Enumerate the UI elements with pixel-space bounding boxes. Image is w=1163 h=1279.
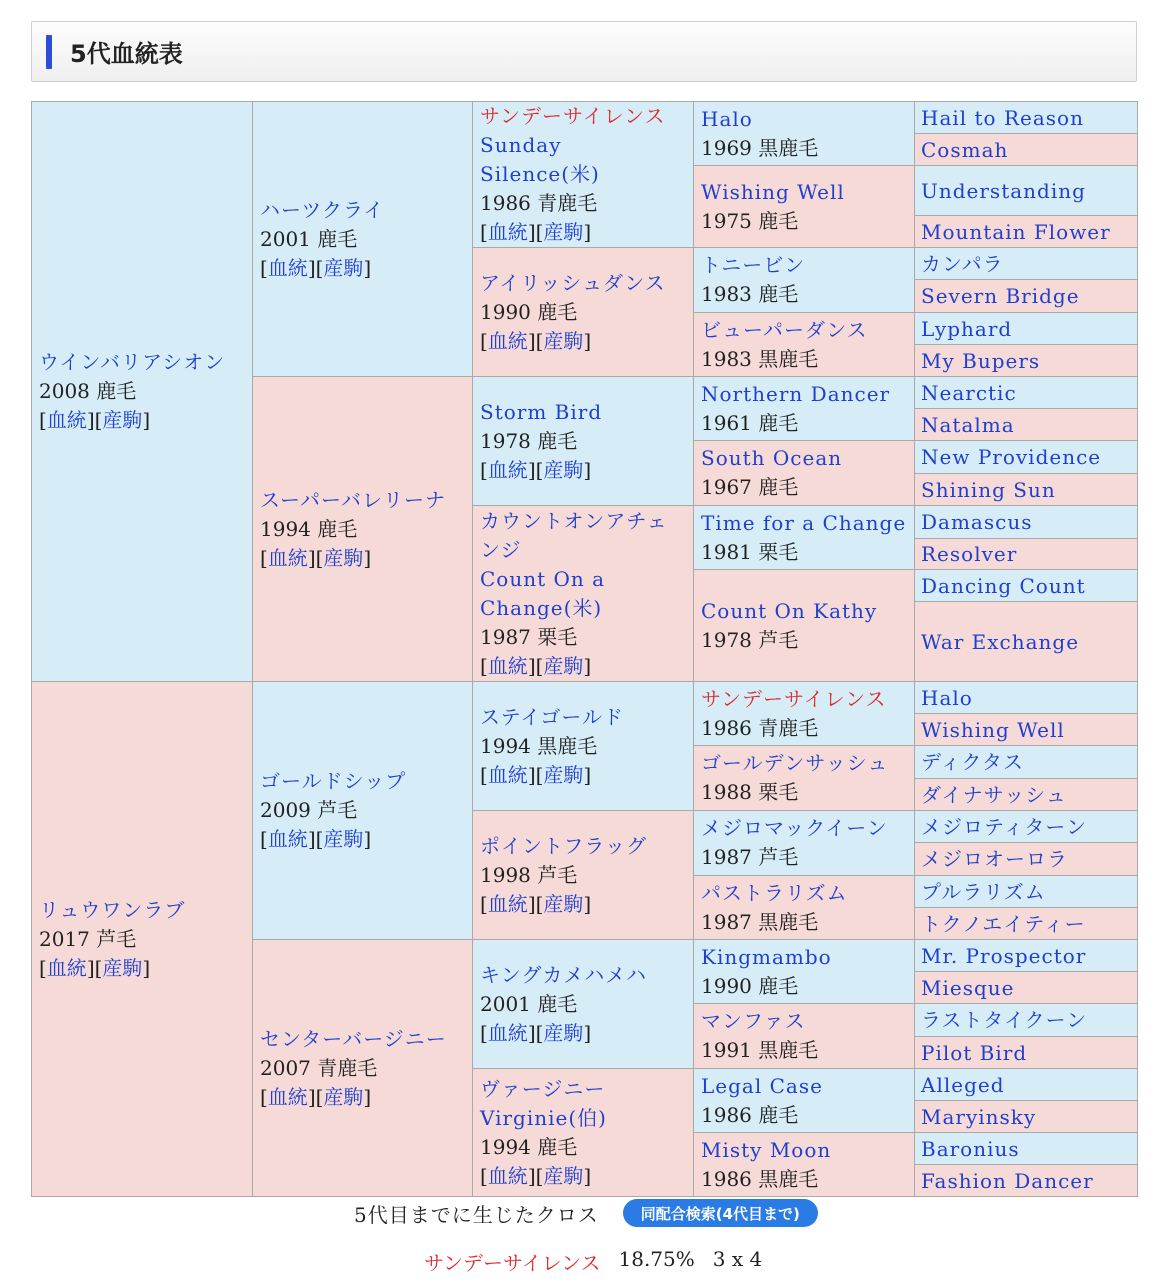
d-pedigree-link[interactable]: 血統 bbox=[46, 955, 87, 980]
sds-links: [血統][産駒] bbox=[480, 457, 592, 482]
horse-name-en-ddd[interactable]: Virginie(伯) bbox=[480, 1105, 607, 1130]
pedigree-cell-g5-4 bbox=[915, 248, 1138, 280]
horse-year-sd: 1994 鹿毛 bbox=[260, 516, 358, 541]
horse-name-g5-28[interactable]: Alleged bbox=[921, 1072, 1005, 1097]
ss-pedigree-link[interactable]: 血統 bbox=[267, 255, 308, 280]
horse-name-sds[interactable]: Storm Bird bbox=[480, 399, 603, 424]
horse-name-g5-16[interactable]: Halo bbox=[921, 685, 973, 710]
pedigree-cell-g5-13 bbox=[915, 539, 1138, 570]
horse-year-g4-10: 1987 芦毛 bbox=[701, 845, 799, 869]
horse-year-sss: 1986 青鹿毛 bbox=[480, 191, 598, 215]
horse-name-g4-5[interactable]: South Ocean bbox=[701, 446, 843, 470]
s-links: [血統][産駒] bbox=[39, 408, 151, 432]
pedigree-table bbox=[31, 101, 1138, 1197]
horse-name-g5-21[interactable]: メジロオーロラ bbox=[921, 847, 1068, 871]
dds-pedigree-link[interactable]: 血統 bbox=[487, 1020, 528, 1045]
pedigree-cell-g4-6 bbox=[694, 506, 915, 570]
pedigree-cell-g5-28 bbox=[915, 1069, 1138, 1101]
pedigree-cell-g5-31 bbox=[915, 1165, 1138, 1197]
horse-name-dds[interactable]: キングカメハメハ bbox=[480, 962, 647, 987]
pedigree-cell-ss bbox=[253, 102, 473, 377]
same-mating-search-button[interactable]: 同配合検索(4代目まで) bbox=[623, 1199, 818, 1227]
horse-name-g5-15[interactable]: War Exchange bbox=[921, 629, 1080, 654]
pedigree-cell-g4-0 bbox=[694, 102, 915, 166]
horse-year-sds: 1978 鹿毛 bbox=[480, 428, 578, 453]
horse-name-g5-9[interactable]: Natalma bbox=[921, 412, 1015, 437]
pedigree-cell-g5-10 bbox=[915, 441, 1138, 474]
horse-year-g4-12: 1990 鹿毛 bbox=[701, 973, 799, 998]
sds-pedigree-link[interactable]: 血統 bbox=[487, 457, 528, 482]
horse-name-ds[interactable]: ゴールドシップ bbox=[260, 769, 407, 793]
horse-name-g4-2[interactable]: トニービン bbox=[701, 253, 806, 277]
horse-name-g5-4[interactable]: カンパラ bbox=[921, 251, 1004, 276]
pedigree-cell-g4-14 bbox=[694, 1069, 915, 1133]
pedigree-cell-g4-10 bbox=[694, 811, 915, 876]
horse-name-g5-12[interactable]: Damascus bbox=[921, 510, 1033, 534]
horse-year-g4-1: 1975 鹿毛 bbox=[701, 208, 799, 233]
pedigree-cell-g5-29 bbox=[915, 1101, 1138, 1133]
sds-progeny-link[interactable]: 産駒 bbox=[543, 457, 584, 482]
cross-horse-name[interactable]: サンデーサイレンス bbox=[424, 1251, 601, 1275]
s-pedigree-link[interactable]: 血統 bbox=[46, 408, 87, 432]
dss-progeny-link[interactable]: 産駒 bbox=[543, 762, 584, 787]
pedigree-cell-g4-15 bbox=[694, 1133, 915, 1197]
pedigree-cell-g5-20 bbox=[915, 811, 1138, 843]
pedigree-cell-g5-18 bbox=[915, 746, 1138, 779]
pedigree-cell-ssd bbox=[473, 248, 694, 377]
pedigree-cell-dss bbox=[473, 682, 694, 811]
pedigree-cell-g5-17 bbox=[915, 714, 1138, 746]
pedigree-cell-g4-11 bbox=[694, 876, 915, 940]
horse-name-dss[interactable]: ステイゴールド bbox=[480, 704, 624, 729]
sss-links: [血統][産駒] bbox=[480, 220, 592, 244]
pedigree-cell-g5-30 bbox=[915, 1133, 1138, 1165]
dd-pedigree-link[interactable]: 血統 bbox=[267, 1084, 308, 1109]
horse-name-g5-7[interactable]: My Bupers bbox=[921, 348, 1041, 373]
horse-year-g4-9: 1988 栗毛 bbox=[701, 780, 799, 804]
horse-name-en-sdd[interactable]: Count On a Change(米) bbox=[480, 566, 606, 620]
horse-name-g4-0[interactable]: Halo bbox=[701, 106, 753, 131]
horse-name-g4-7[interactable]: Count On Kathy bbox=[701, 598, 878, 623]
horse-name-g5-2[interactable]: Understanding bbox=[921, 178, 1086, 203]
header-accent-bar bbox=[46, 35, 52, 69]
horse-year-ds: 2009 芦毛 bbox=[260, 798, 358, 822]
dds-links: [血統][産駒] bbox=[480, 1020, 592, 1045]
horse-year-g4-0: 1969 黒鹿毛 bbox=[701, 135, 819, 160]
horse-name-g5-3[interactable]: Mountain Flower bbox=[921, 219, 1111, 244]
horse-name-g4-12[interactable]: Kingmambo bbox=[701, 944, 832, 969]
pedigree-cell-g4-7 bbox=[694, 570, 915, 682]
horse-name-en-sss[interactable]: Sunday Silence(米) bbox=[480, 133, 600, 186]
horse-year-g4-7: 1978 芦毛 bbox=[701, 627, 799, 652]
pedigree-cell-g5-5 bbox=[915, 280, 1138, 313]
s-progeny-link[interactable]: 産駒 bbox=[102, 408, 143, 432]
horse-year-g4-15: 1986 黒鹿毛 bbox=[701, 1166, 819, 1191]
horse-year-g4-3: 1983 黒鹿毛 bbox=[701, 346, 819, 371]
pedigree-cell-g5-6 bbox=[915, 313, 1138, 345]
horse-year-g4-2: 1983 鹿毛 bbox=[701, 282, 799, 306]
horse-name-g4-6[interactable]: Time for a Change bbox=[701, 510, 907, 535]
sd-progeny-link[interactable]: 産駒 bbox=[323, 545, 364, 570]
horse-year-dss: 1994 黒鹿毛 bbox=[480, 733, 598, 758]
pedigree-cell-g5-1 bbox=[915, 134, 1138, 166]
pedigree-cell-g4-1 bbox=[694, 166, 915, 248]
sdd-progeny-link[interactable]: 産駒 bbox=[543, 653, 584, 678]
cross-generation: 3 x 4 bbox=[712, 1247, 763, 1271]
horse-year-g4-5: 1967 鹿毛 bbox=[701, 475, 799, 499]
ds-pedigree-link[interactable]: 血統 bbox=[267, 827, 308, 851]
ssd-links: [血統][産駒] bbox=[480, 328, 592, 353]
horse-year-g4-8: 1986 青鹿毛 bbox=[701, 715, 819, 740]
horse-name-g4-3[interactable]: ビューパーダンス bbox=[701, 317, 868, 342]
pedigree-cell-sds bbox=[473, 377, 694, 506]
pedigree-cell-g5-7 bbox=[915, 345, 1138, 377]
pedigree-cell-g5-2 bbox=[915, 166, 1138, 216]
pedigree-cell-g5-3 bbox=[915, 216, 1138, 248]
pedigree-cell-g5-16 bbox=[915, 682, 1138, 714]
horse-name-g4-14[interactable]: Legal Case bbox=[701, 1073, 823, 1098]
dsd-progeny-link[interactable]: 産駒 bbox=[543, 891, 584, 916]
horse-name-g5-19[interactable]: ダイナサッシュ bbox=[921, 782, 1067, 807]
horse-name-ssd[interactable]: アイリッシュダンス bbox=[480, 270, 666, 295]
dsd-links: [血統][産駒] bbox=[480, 891, 592, 916]
pedigree-cell-dd bbox=[253, 940, 473, 1197]
pedigree-cell-g5-26 bbox=[915, 1004, 1138, 1037]
ss-links: [血統][産駒] bbox=[260, 255, 372, 280]
sd-links: [血統][産駒] bbox=[260, 545, 372, 570]
horse-name-g5-26[interactable]: ラストタイクーン bbox=[921, 1008, 1088, 1032]
horse-name-g5-14[interactable]: Dancing Count bbox=[921, 573, 1086, 598]
horse-year-ss: 2001 鹿毛 bbox=[260, 226, 358, 251]
ds-links: [血統][産駒] bbox=[260, 827, 372, 851]
horse-name-g5-13[interactable]: Resolver bbox=[921, 542, 1018, 566]
horse-year-dds: 2001 鹿毛 bbox=[480, 991, 578, 1016]
sdd-links: [血統][産駒] bbox=[480, 653, 592, 678]
cross-item bbox=[424, 1247, 762, 1276]
horse-name-g4-1[interactable]: Wishing Well bbox=[701, 179, 845, 204]
pedigree-cell-g4-8 bbox=[694, 682, 915, 746]
horse-name-g5-18[interactable]: ディクタス bbox=[921, 750, 1024, 774]
pedigree-cell-sdd bbox=[473, 506, 694, 682]
pedigree-cell-g4-12 bbox=[694, 940, 915, 1004]
pedigree-cell-sss bbox=[473, 102, 694, 248]
pedigree-cell-g5-11 bbox=[915, 474, 1138, 506]
horse-year-d: 2017 芦毛 bbox=[39, 926, 137, 951]
sd-pedigree-link[interactable]: 血統 bbox=[267, 545, 308, 570]
pedigree-cell-g5-25 bbox=[915, 972, 1138, 1004]
horse-year-g4-11: 1987 黒鹿毛 bbox=[701, 909, 819, 934]
horse-year-sdd: 1987 栗毛 bbox=[480, 624, 578, 649]
pedigree-cell-s bbox=[32, 102, 253, 682]
dd-links: [血統][産駒] bbox=[260, 1084, 372, 1109]
section-header bbox=[31, 21, 1137, 82]
sdd-pedigree-link[interactable]: 血統 bbox=[487, 653, 528, 678]
pedigree-cell-g4-5 bbox=[694, 441, 915, 506]
dss-pedigree-link[interactable]: 血統 bbox=[487, 762, 528, 787]
horse-year-g4-13: 1991 黒鹿毛 bbox=[701, 1038, 819, 1062]
pedigree-cell-g5-12 bbox=[915, 506, 1138, 539]
horse-name-g5-1[interactable]: Cosmah bbox=[921, 137, 1009, 162]
cross-label: 5代目までに生じたクロス bbox=[354, 1202, 599, 1227]
dss-links: [血統][産駒] bbox=[480, 762, 592, 787]
horse-name-g5-10[interactable]: New Providence bbox=[921, 445, 1102, 469]
horse-name-g4-15[interactable]: Misty Moon bbox=[701, 1137, 832, 1162]
sss-pedigree-link[interactable]: 血統 bbox=[487, 220, 528, 244]
ssd-progeny-link[interactable]: 産駒 bbox=[543, 328, 584, 353]
ds-progeny-link[interactable]: 産駒 bbox=[323, 827, 364, 851]
horse-name-g4-4[interactable]: Northern Dancer bbox=[701, 381, 891, 406]
pedigree-cell-g5-22 bbox=[915, 876, 1138, 908]
ssd-pedigree-link[interactable]: 血統 bbox=[487, 328, 528, 353]
horse-year-g4-14: 1986 鹿毛 bbox=[701, 1102, 799, 1127]
horse-name-sss[interactable]: サンデーサイレンス bbox=[480, 104, 666, 128]
horse-name-g5-27[interactable]: Pilot Bird bbox=[921, 1040, 1028, 1065]
horse-name-ss[interactable]: ハーツクライ bbox=[260, 197, 385, 222]
horse-year-g4-6: 1981 栗毛 bbox=[701, 539, 799, 564]
pedigree-cell-g5-27 bbox=[915, 1037, 1138, 1069]
d-progeny-link[interactable]: 産駒 bbox=[102, 955, 143, 980]
horse-name-g5-6[interactable]: Lyphard bbox=[921, 316, 1013, 341]
horse-name-g5-20[interactable]: メジロティターン bbox=[921, 814, 1087, 839]
section-title: 5代血統表 bbox=[70, 40, 183, 68]
horse-name-sd[interactable]: スーパーバレリーナ bbox=[260, 487, 446, 512]
ddd-links: [血統][産駒] bbox=[480, 1163, 592, 1188]
horse-name-dsd[interactable]: ポイントフラッグ bbox=[480, 833, 647, 858]
horse-name-g4-11[interactable]: パストラリズム bbox=[701, 880, 848, 905]
ddd-pedigree-link[interactable]: 血統 bbox=[487, 1163, 528, 1188]
pedigree-cell-g5-14 bbox=[915, 570, 1138, 602]
horse-year-ddd: 1994 鹿毛 bbox=[480, 1134, 578, 1159]
pedigree-cell-g4-2 bbox=[694, 248, 915, 313]
horse-name-sdd[interactable]: カウントオンアチェンジ bbox=[480, 508, 668, 562]
horse-year-s: 2008 鹿毛 bbox=[39, 379, 137, 403]
horse-name-g5-30[interactable]: Baronius bbox=[921, 1136, 1020, 1161]
horse-name-ddd[interactable]: ヴァージニー bbox=[480, 1076, 606, 1101]
horse-name-g5-17[interactable]: Wishing Well bbox=[921, 717, 1065, 742]
pedigree-cell-sd bbox=[253, 377, 473, 682]
ddd-progeny-link[interactable]: 産駒 bbox=[543, 1163, 584, 1188]
horse-year-dsd: 1998 芦毛 bbox=[480, 862, 578, 887]
dsd-pedigree-link[interactable]: 血統 bbox=[487, 891, 528, 916]
pedigree-cell-dsd bbox=[473, 811, 694, 940]
pedigree-cell-g5-15 bbox=[915, 602, 1138, 682]
horse-name-g5-25[interactable]: Miesque bbox=[921, 975, 1015, 1000]
horse-name-g4-10[interactable]: メジロマックイーン bbox=[701, 816, 888, 840]
horse-name-s[interactable]: ウインバリアシオン bbox=[39, 350, 226, 374]
horse-name-g5-24[interactable]: Mr. Prospector bbox=[921, 943, 1087, 968]
pedigree-cell-ds bbox=[253, 682, 473, 940]
horse-name-g5-29[interactable]: Maryinsky bbox=[921, 1104, 1037, 1129]
pedigree-cell-g4-3 bbox=[694, 313, 915, 377]
sss-progeny-link[interactable]: 産駒 bbox=[543, 220, 584, 244]
pedigree-cell-g5-8 bbox=[915, 377, 1138, 409]
horse-year-g4-4: 1961 鹿毛 bbox=[701, 410, 799, 435]
pedigree-cell-g4-9 bbox=[694, 746, 915, 811]
horse-name-g4-9[interactable]: ゴールデンサッシュ bbox=[701, 751, 889, 775]
pedigree-cell-g5-9 bbox=[915, 409, 1138, 441]
ss-progeny-link[interactable]: 産駒 bbox=[323, 255, 364, 280]
horse-name-g5-31[interactable]: Fashion Dancer bbox=[921, 1168, 1094, 1193]
dds-progeny-link[interactable]: 産駒 bbox=[543, 1020, 584, 1045]
pedigree-cell-dds bbox=[473, 940, 694, 1069]
horse-name-g5-22[interactable]: プルラリズム bbox=[921, 879, 1046, 904]
horse-year-ssd: 1990 鹿毛 bbox=[480, 299, 578, 324]
pedigree-cell-g5-19 bbox=[915, 779, 1138, 811]
horse-name-g5-8[interactable]: Nearctic bbox=[921, 380, 1017, 405]
pedigree-cell-g5-24 bbox=[915, 940, 1138, 972]
pedigree-cell-ddd bbox=[473, 1069, 694, 1197]
horse-name-g5-0[interactable]: Hail to Reason bbox=[921, 105, 1084, 130]
horse-name-g4-13[interactable]: マンファス bbox=[701, 1009, 806, 1033]
horse-year-dd: 2007 青鹿毛 bbox=[260, 1055, 378, 1080]
pedigree-cell-g5-21 bbox=[915, 843, 1138, 876]
cross-percentage: 18.75% bbox=[618, 1247, 695, 1271]
d-links: [血統][産駒] bbox=[39, 955, 151, 980]
pedigree-cell-d bbox=[32, 682, 253, 1197]
cross-section bbox=[354, 1197, 818, 1229]
pedigree-cell-g4-13 bbox=[694, 1004, 915, 1069]
pedigree-cell-g4-4 bbox=[694, 377, 915, 441]
horse-name-g5-23[interactable]: トクノエイティー bbox=[921, 911, 1086, 936]
horse-name-d[interactable]: リュウワンラブ bbox=[39, 897, 186, 922]
pedigree-cell-g5-23 bbox=[915, 908, 1138, 940]
dd-progeny-link[interactable]: 産駒 bbox=[323, 1084, 364, 1109]
horse-name-g4-8[interactable]: サンデーサイレンス bbox=[701, 686, 887, 711]
horse-name-dd[interactable]: センターバージニー bbox=[260, 1026, 447, 1051]
horse-name-g5-5[interactable]: Severn Bridge bbox=[921, 284, 1080, 308]
horse-name-g5-11[interactable]: Shining Sun bbox=[921, 477, 1056, 502]
pedigree-cell-g5-0 bbox=[915, 102, 1138, 134]
